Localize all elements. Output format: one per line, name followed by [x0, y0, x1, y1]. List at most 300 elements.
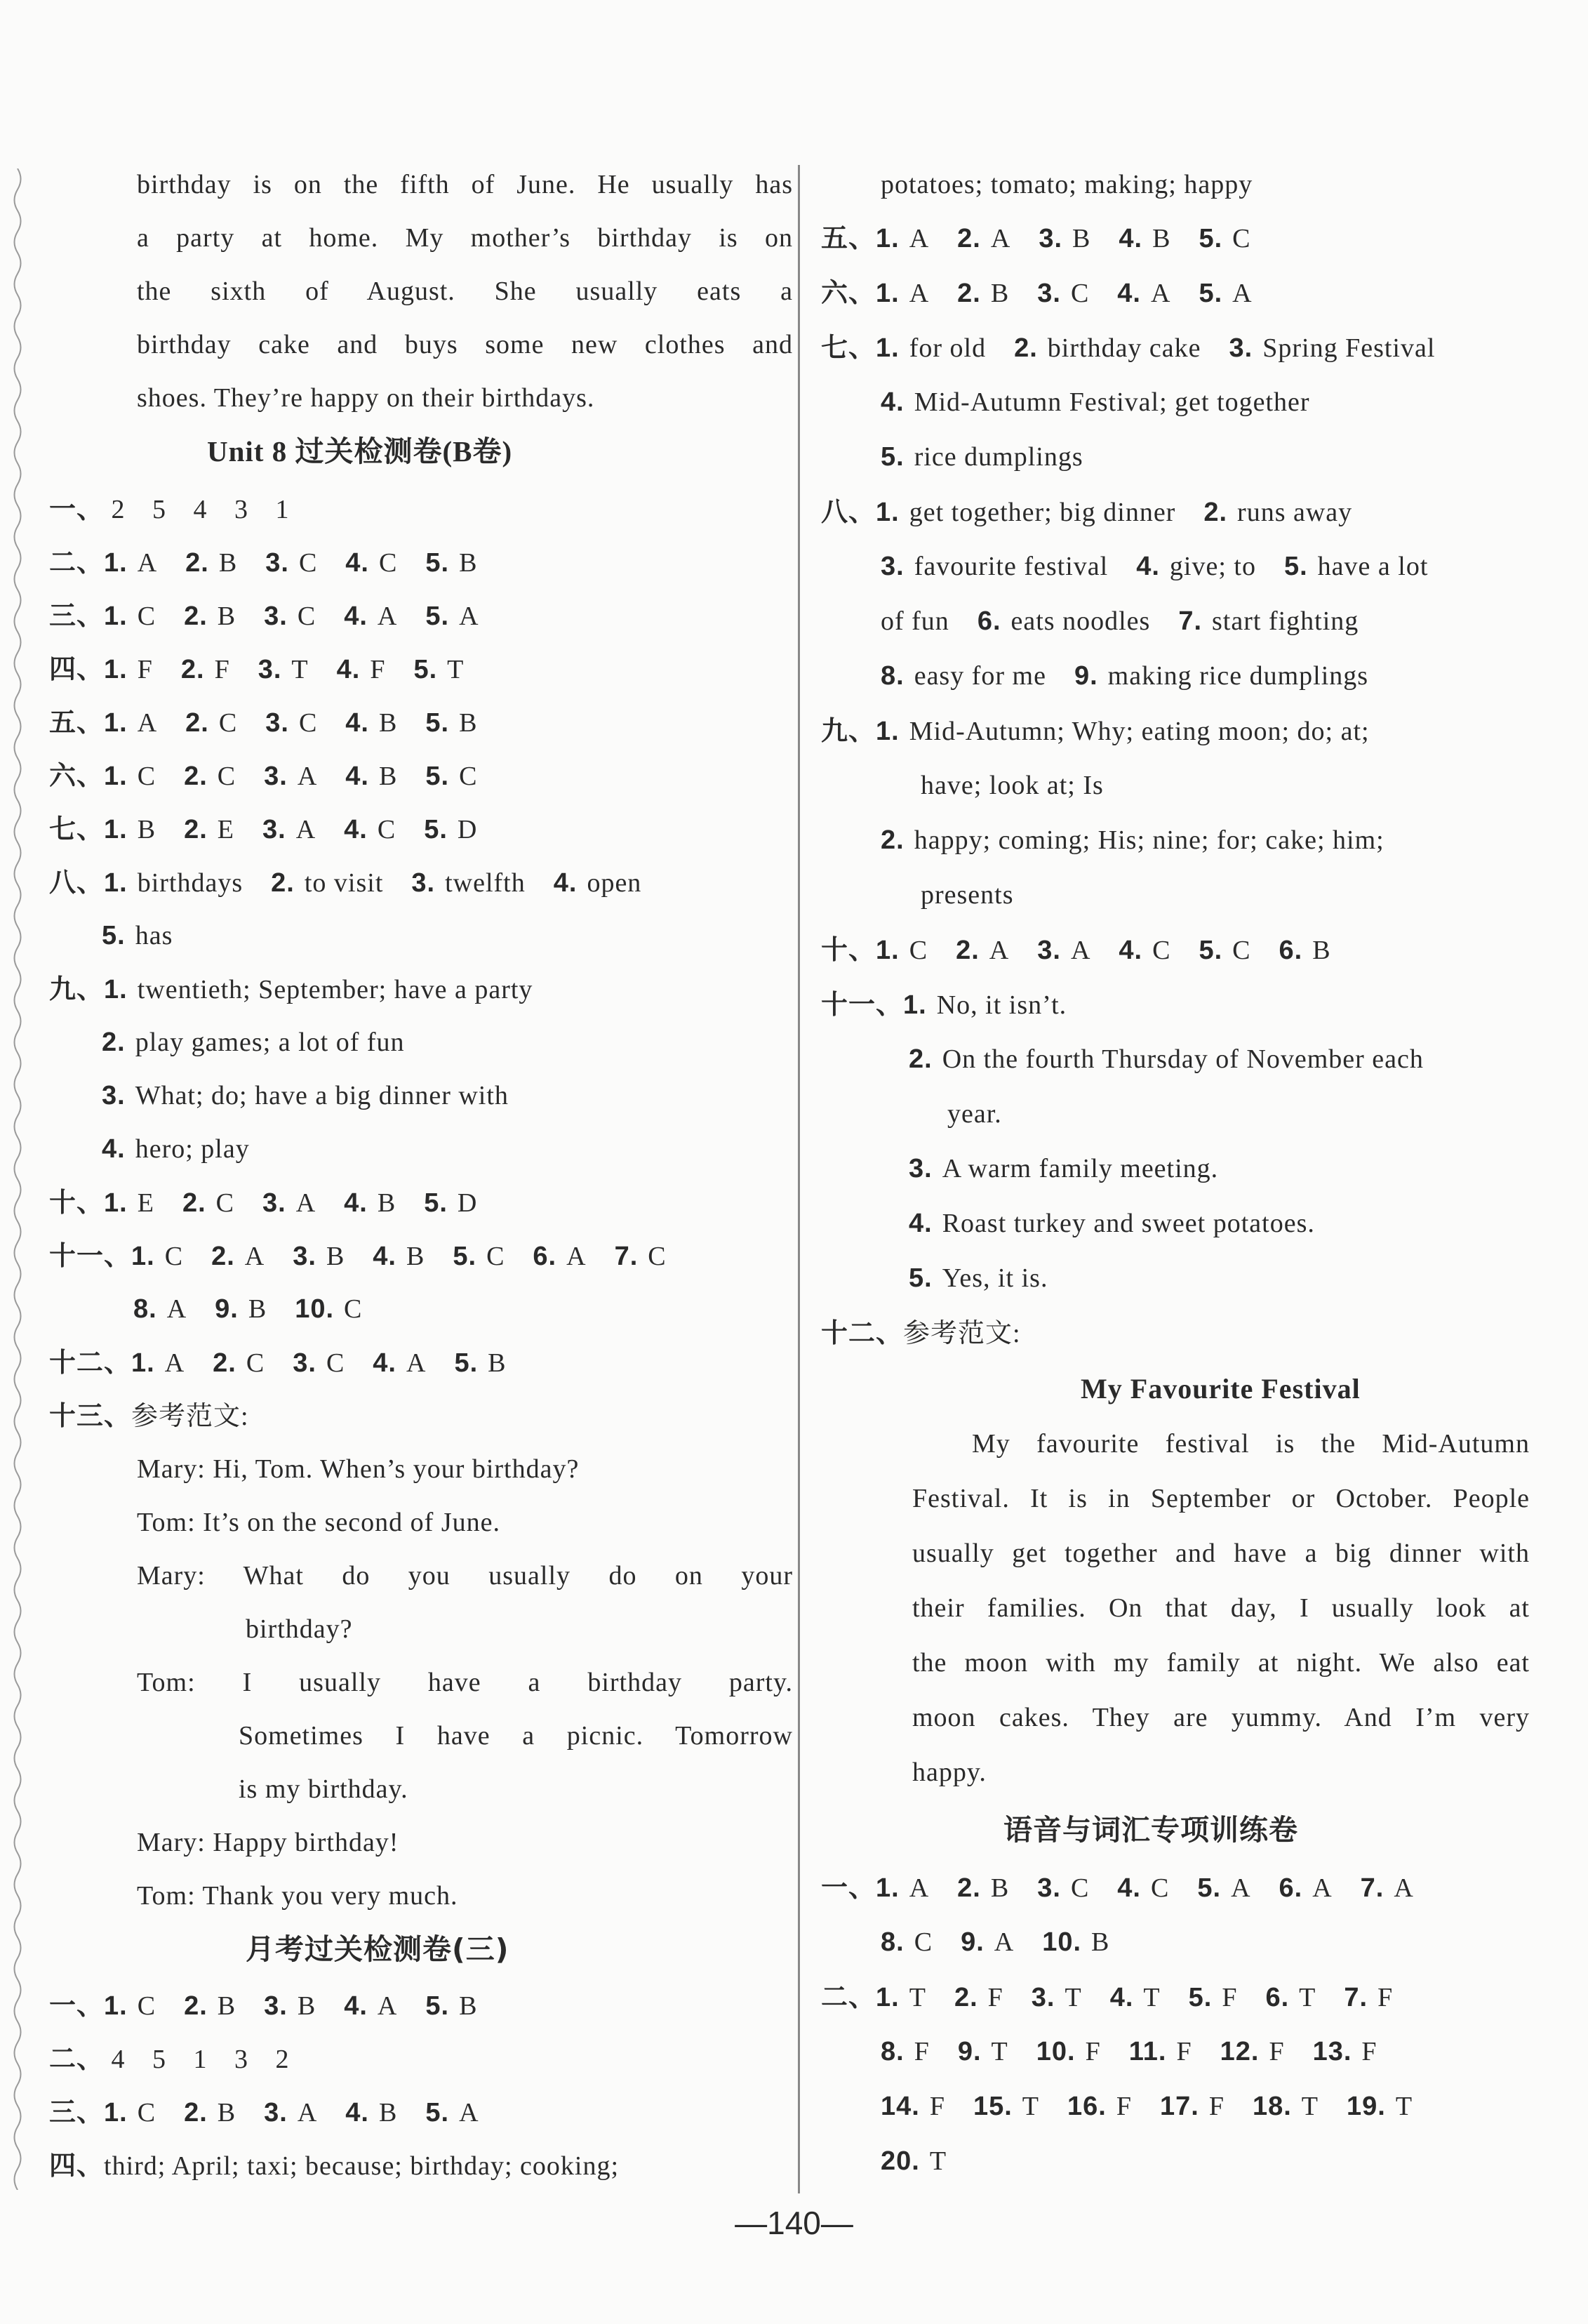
- item-answer: C: [217, 762, 236, 791]
- monthly-row-1: [49, 1988, 505, 2024]
- item-answer: A: [990, 224, 1011, 253]
- item-number: 7.: [1360, 1873, 1385, 1903]
- item-answer: B: [217, 2098, 236, 2127]
- item-number: 2.: [909, 1044, 933, 1074]
- item-answer: give; to: [1169, 552, 1256, 581]
- item-answer: A: [164, 1348, 185, 1378]
- item-answer: B: [326, 1242, 345, 1271]
- item-answer: A: [295, 1188, 316, 1218]
- answer-row-11: [49, 1238, 695, 1274]
- item-answer: B: [379, 708, 398, 738]
- answer-row-10: [49, 1185, 505, 1221]
- essay-line: birthday cake and buys some new clothes and: [137, 330, 793, 359]
- item-number: 1.: [131, 1348, 155, 1378]
- answer-row-11-cont: [133, 1292, 390, 1327]
- answer-row-5: [49, 705, 505, 741]
- item-answer: T: [1395, 2092, 1413, 2121]
- item-answer: Spring Festival: [1262, 333, 1436, 363]
- item-number: 3.: [909, 1154, 933, 1183]
- item-number: 3.: [1031, 1983, 1055, 2012]
- item-number: 1.: [876, 333, 900, 363]
- item-number: 2.: [957, 224, 981, 253]
- item-answer: Roast turkey and sweet potatoes.: [942, 1209, 1315, 1238]
- dialogue-line: is my birthday.: [239, 1774, 408, 1804]
- item-number: 3.: [1037, 1873, 1061, 1903]
- item-number: 1.: [104, 762, 128, 791]
- page-edge-decoration: [10, 168, 25, 2190]
- answer-row-7: [821, 330, 1463, 366]
- dialogue-line: Tom: I usually have a birthday party.: [137, 1668, 793, 1697]
- item-answer: F: [1222, 1983, 1238, 2012]
- item-answer: play games; a lot of fun: [135, 1028, 405, 1057]
- item-number: 4.: [373, 1242, 396, 1271]
- item-answer: T: [447, 655, 465, 684]
- item-answer: twentieth; September; have a party: [137, 975, 533, 1004]
- item-answer: C: [344, 1294, 363, 1324]
- vocab-row-1-cont: [881, 1925, 1137, 1960]
- item-answer: have; look at; Is: [921, 771, 1104, 800]
- item-number: 13.: [1312, 2037, 1352, 2066]
- item-answer: C: [1232, 936, 1251, 965]
- item-number: 1.: [104, 1188, 128, 1218]
- item-number: 4.: [345, 708, 369, 738]
- item-answer: C: [218, 708, 238, 738]
- item-number: 10.: [295, 1294, 335, 1324]
- item-answer: T: [929, 2146, 947, 2176]
- item-number: 3.: [262, 1188, 286, 1218]
- monthly-test-title: 月考过关检测卷(三): [246, 1932, 509, 1966]
- item-answer: C: [137, 2098, 156, 2127]
- answer-row-11-3: [947, 1096, 1030, 1131]
- item-number: 8.: [881, 1927, 905, 1957]
- item-answer: A: [1231, 1873, 1251, 1903]
- item-number: 2.: [185, 548, 209, 578]
- item-number: 2.: [184, 1991, 208, 2021]
- item-answer: start fighting: [1212, 606, 1359, 636]
- item-answer: B: [459, 1991, 478, 2021]
- item-number: 5.: [425, 548, 450, 578]
- item-number: 8.: [881, 661, 905, 691]
- item-answer: of fun: [881, 606, 949, 636]
- answer-row-13: [49, 1398, 249, 1434]
- item-number: 1.: [876, 224, 900, 253]
- item-number: 5.: [102, 921, 126, 950]
- item-number: 2.: [1203, 498, 1228, 527]
- item-answer: B: [218, 548, 238, 578]
- section-number: 十三、: [49, 1400, 132, 1431]
- answer-row-8: [49, 865, 669, 901]
- item-answer: A warm family meeting.: [942, 1154, 1219, 1183]
- item-answer: making rice dumplings: [1107, 661, 1369, 691]
- item-answer: C: [298, 548, 318, 578]
- item-answer: A: [297, 2098, 318, 2127]
- item-answer: C: [909, 936, 928, 965]
- section-number: 一、: [821, 1872, 876, 1903]
- answer-items: [876, 498, 1380, 527]
- answer-row-8-4: [881, 658, 1396, 693]
- answer-row-7-2: [881, 385, 1338, 420]
- section-number: 一、: [49, 1990, 105, 2021]
- section-number: 十二、: [49, 1347, 132, 1378]
- item-number: 11.: [1128, 2037, 1167, 2066]
- answer-row-11: [821, 987, 1095, 1023]
- answer-row-7: [49, 811, 505, 847]
- item-answer: B: [217, 1991, 236, 2021]
- item-number: 2.: [211, 1242, 235, 1271]
- section-number: 二、: [49, 2043, 105, 2074]
- item-number: 1.: [876, 717, 900, 746]
- item-number: 2.: [213, 1348, 236, 1378]
- section-number: 三、: [49, 2097, 105, 2127]
- item-number: 3.: [264, 2098, 288, 2127]
- item-number: 1.: [104, 708, 128, 738]
- sample-label: 参考范文:: [903, 1319, 1021, 1348]
- answer-text: 4 5 1 3 2: [111, 2045, 290, 2074]
- item-number: 2.: [881, 825, 905, 855]
- item-answer: easy for me: [914, 661, 1046, 691]
- item-answer: year.: [947, 1099, 1002, 1129]
- item-answer: Mid-Autumn Festival; get together: [914, 387, 1310, 417]
- item-answer: F: [929, 2092, 945, 2121]
- item-answer: A: [909, 279, 930, 308]
- item-number: 4.: [373, 1348, 396, 1378]
- item-number: 2.: [956, 936, 980, 965]
- item-answer: C: [137, 762, 156, 791]
- item-number: 1.: [876, 936, 900, 965]
- item-number: 5.: [1199, 936, 1223, 965]
- item-number: 6.: [1265, 1983, 1290, 2012]
- item-number: 2.: [957, 1873, 981, 1903]
- section-number: 九、: [49, 974, 105, 1004]
- item-answer: happy; coming; His; nine; for; cake; him;: [914, 825, 1385, 855]
- item-answer: A: [1151, 279, 1171, 308]
- item-number: 12.: [1220, 2037, 1260, 2066]
- item-answer: On the fourth Thursday of November each: [942, 1044, 1424, 1074]
- section-number: 四、: [49, 2150, 105, 2181]
- item-answer: get together; big dinner: [909, 498, 1176, 527]
- column-divider: [798, 165, 800, 2193]
- answer-row-9-4: [921, 877, 1042, 912]
- item-answer: A: [377, 1991, 398, 2021]
- page-number: —140—: [735, 2205, 853, 2241]
- item-answer: F: [370, 655, 386, 684]
- item-number: 1.: [876, 1983, 900, 2012]
- item-number: 5.: [1197, 1873, 1222, 1903]
- item-number: 4.: [345, 2098, 369, 2127]
- item-answer: B: [1072, 224, 1091, 253]
- item-answer: B: [137, 815, 156, 844]
- item-answer: A: [297, 762, 318, 791]
- item-answer: C: [379, 548, 398, 578]
- essay-line: a party at home. My mother’s birthday is on: [137, 223, 793, 253]
- vocab-row-2-cont: [881, 2034, 1406, 2069]
- item-answer: F: [987, 1983, 1003, 2012]
- item-number: 1.: [876, 1873, 900, 1903]
- item-number: 1.: [104, 975, 128, 1004]
- section-number: 五、: [49, 707, 105, 738]
- item-answer: presents: [921, 880, 1014, 910]
- answer-row-12: [49, 1345, 535, 1381]
- item-number: 1.: [903, 990, 927, 1020]
- item-answer: C: [914, 1927, 933, 1957]
- item-answer: A: [566, 1242, 587, 1271]
- item-number: 6.: [977, 606, 1001, 636]
- section-number: 六、: [49, 760, 105, 791]
- item-number: 19.: [1347, 2092, 1386, 2121]
- answer-row-7-3: [881, 439, 1112, 474]
- item-number: 4.: [1119, 936, 1143, 965]
- vocab-row-2-cont2: [881, 2089, 1441, 2124]
- answer-cont-line: potatoes; tomato; making; happy: [881, 170, 1253, 199]
- item-number: 4.: [909, 1209, 933, 1238]
- answer-row-8: [821, 494, 1380, 530]
- answer-row-11-5: [909, 1206, 1343, 1241]
- item-number: 5.: [413, 655, 438, 684]
- item-answer: A: [459, 602, 479, 631]
- item-answer: C: [486, 1242, 505, 1271]
- answer-row-2: [49, 545, 505, 580]
- item-number: 6.: [533, 1242, 557, 1271]
- item-number: 14.: [881, 2092, 920, 2121]
- item-answer: B: [1312, 936, 1331, 965]
- item-number: 1.: [131, 1242, 155, 1271]
- item-answer: C: [137, 602, 156, 631]
- item-number: 3.: [1229, 333, 1253, 363]
- answer-row-9-3: [881, 823, 1413, 858]
- item-number: 5.: [454, 1348, 479, 1378]
- sample-label: 参考范文:: [131, 1402, 249, 1431]
- section-number: 四、: [49, 653, 105, 684]
- item-answer: A: [909, 224, 930, 253]
- item-number: 5.: [909, 1263, 933, 1293]
- item-number: 6.: [1279, 936, 1303, 965]
- item-number: 2.: [184, 815, 208, 844]
- item-answer: A: [377, 602, 398, 631]
- item-number: 18.: [1252, 2092, 1292, 2121]
- answer-row-9: [821, 713, 1398, 749]
- item-answer: C: [1232, 224, 1251, 253]
- item-number: 3.: [293, 1348, 316, 1378]
- item-answer: birthdays: [137, 868, 243, 898]
- item-number: 2.: [184, 762, 208, 791]
- section-number: 十一、: [821, 989, 904, 1020]
- item-answer: F: [1116, 2092, 1132, 2121]
- item-number: 3.: [1037, 936, 1061, 965]
- essay-line: shoes. They’re happy on their birthdays.: [137, 383, 595, 413]
- section-number: 三、: [49, 600, 105, 631]
- item-number: 4.: [881, 387, 905, 417]
- section-number: 十一、: [49, 1240, 132, 1271]
- item-number: 3.: [881, 552, 905, 581]
- answer-items: [876, 333, 1463, 363]
- item-answer: F: [1377, 1983, 1394, 2012]
- item-number: 1.: [104, 655, 128, 684]
- item-number: 16.: [1067, 2092, 1107, 2121]
- vocab-row-2: [821, 1979, 1421, 2015]
- item-number: 1.: [104, 602, 128, 631]
- answer-row-11-4: [909, 1151, 1246, 1186]
- item-answer: C: [1152, 936, 1171, 965]
- item-answer: B: [459, 708, 478, 738]
- item-answer: E: [137, 1188, 154, 1218]
- item-answer: C: [215, 1188, 234, 1218]
- item-answer: C: [298, 708, 318, 738]
- item-answer: B: [488, 1348, 507, 1378]
- section-number: 十二、: [821, 1317, 904, 1348]
- item-answer: No, it isn’t.: [936, 990, 1067, 1020]
- item-number: 9.: [957, 2037, 982, 2066]
- essay-title: My Favourite Festival: [1081, 1373, 1361, 1405]
- item-answer: A: [166, 1294, 187, 1324]
- item-number: 3.: [1039, 224, 1063, 253]
- item-answer: T: [1299, 1983, 1316, 2012]
- dialogue-line: Mary: Happy birthday!: [137, 1828, 399, 1857]
- item-answer: F: [1176, 2037, 1192, 2066]
- item-answer: A: [244, 1242, 265, 1271]
- item-answer: A: [1232, 279, 1253, 308]
- item-answer: C: [377, 815, 396, 844]
- item-answer: C: [459, 762, 478, 791]
- monthly-row-3: [49, 2094, 507, 2130]
- item-number: 1.: [104, 2098, 128, 2127]
- item-answer: B: [990, 279, 1010, 308]
- section-number: 十、: [821, 934, 876, 965]
- item-number: 4.: [1136, 552, 1160, 581]
- answer-text: 2 5 4 3 1: [111, 495, 290, 524]
- item-number: 2.: [184, 2098, 208, 2127]
- item-number: 3.: [262, 815, 286, 844]
- answer-row-6: [821, 275, 1281, 311]
- item-number: 5.: [453, 1242, 477, 1271]
- item-answer: C: [326, 1348, 345, 1378]
- item-answer: A: [406, 1348, 427, 1378]
- item-number: 4.: [344, 602, 368, 631]
- item-answer: B: [217, 602, 236, 631]
- essay-line: the moon with my family at night. We also eat: [912, 1648, 1530, 1678]
- dialogue-line: Tom: Thank you very much.: [137, 1881, 458, 1911]
- monthly-row-2: [49, 2041, 290, 2077]
- item-number: 4.: [1119, 224, 1143, 253]
- answer-text: third; April; taxi; because; birthday; cooking;: [104, 2151, 620, 2181]
- item-answer: runs away: [1237, 498, 1353, 527]
- item-number: 17.: [1159, 2092, 1199, 2121]
- item-number: 2.: [102, 1028, 126, 1057]
- item-number: 5.: [425, 762, 450, 791]
- item-number: 7.: [614, 1242, 639, 1271]
- section-number: 八、: [821, 496, 876, 527]
- monthly-row-4: [49, 2148, 619, 2184]
- item-number: 3.: [264, 1991, 288, 2021]
- item-answer: F: [1208, 2092, 1225, 2121]
- item-number: 5.: [424, 1188, 448, 1218]
- item-answer: Mid-Autumn; Why; eating moon; do; at;: [909, 717, 1370, 746]
- essay-line: moon cakes. They are yummy. And I’m very: [912, 1703, 1530, 1732]
- answer-row-4: [49, 651, 492, 687]
- item-answer: B: [379, 2098, 398, 2127]
- item-answer: B: [990, 1873, 1010, 1903]
- item-number: 15.: [973, 2092, 1013, 2121]
- item-answer: A: [989, 936, 1010, 965]
- item-number: 2.: [182, 1188, 206, 1218]
- answer-row-9-2: [102, 1025, 433, 1060]
- item-answer: T: [291, 655, 309, 684]
- item-answer: A: [909, 1873, 930, 1903]
- answer-row-8-3: [881, 604, 1387, 639]
- item-number: 2.: [185, 708, 209, 738]
- item-answer: B: [1152, 224, 1171, 253]
- item-answer: C: [1070, 1873, 1090, 1903]
- item-number: 5.: [425, 1991, 450, 2021]
- item-number: 5.: [425, 2098, 450, 2127]
- vocab-row-1: [821, 1870, 1442, 1906]
- item-number: 20.: [881, 2146, 920, 2176]
- item-number: 10.: [1042, 1927, 1082, 1957]
- item-number: 6.: [1279, 1873, 1303, 1903]
- item-number: 3.: [264, 602, 288, 631]
- item-number: 2.: [957, 279, 981, 308]
- section-number: 十、: [49, 1187, 105, 1218]
- item-answer: open: [587, 868, 642, 898]
- item-answer: T: [1065, 1983, 1082, 2012]
- item-answer: T: [1022, 2092, 1040, 2121]
- item-answer: birthday cake: [1047, 333, 1201, 363]
- item-answer: Yes, it is.: [942, 1263, 1048, 1293]
- item-answer: C: [246, 1348, 265, 1378]
- item-answer: What; do; have a big dinner with: [135, 1081, 509, 1110]
- answer-row-9-3: [102, 1078, 537, 1113]
- essay-line: the sixth of August. She usually eats a: [137, 277, 793, 306]
- item-answer: D: [457, 1188, 478, 1218]
- section-number: 二、: [821, 1981, 876, 2012]
- item-number: 5.: [425, 708, 450, 738]
- answer-items: [876, 717, 1398, 746]
- item-number: 4.: [336, 655, 361, 684]
- item-number: 9.: [961, 1927, 985, 1957]
- item-number: 3.: [411, 868, 436, 898]
- item-answer: E: [217, 815, 234, 844]
- item-answer: F: [914, 2037, 930, 2066]
- section-number: 二、: [49, 547, 105, 578]
- item-number: 2.: [1014, 333, 1038, 363]
- item-number: 3.: [265, 708, 289, 738]
- item-number: 2.: [271, 868, 295, 898]
- answer-row-5: [821, 220, 1279, 256]
- item-answer: B: [459, 548, 478, 578]
- vocab-row-2-cont3: [881, 2144, 975, 2179]
- item-answer: B: [406, 1242, 425, 1271]
- item-answer: rice dumplings: [914, 442, 1083, 472]
- item-number: 4.: [553, 868, 578, 898]
- item-answer: T: [1143, 1983, 1161, 2012]
- item-answer: T: [909, 1983, 926, 2012]
- item-number: 2.: [954, 1983, 978, 2012]
- item-number: 3.: [264, 762, 288, 791]
- essay-line: happy.: [912, 1758, 987, 1787]
- item-answer: C: [1151, 1873, 1170, 1903]
- item-number: 3.: [102, 1081, 126, 1110]
- item-number: 3.: [293, 1242, 316, 1271]
- answer-row-9-2: [921, 768, 1132, 803]
- item-answer: eats noodles: [1010, 606, 1151, 636]
- answer-row-1: [49, 491, 290, 527]
- item-answer: F: [1269, 2037, 1285, 2066]
- answer-items: [903, 990, 1095, 1020]
- item-number: 4.: [345, 548, 369, 578]
- answer-row-12: [821, 1315, 1021, 1351]
- item-number: 4.: [345, 762, 369, 791]
- item-number: 4.: [102, 1134, 126, 1164]
- item-number: 7.: [1178, 606, 1203, 636]
